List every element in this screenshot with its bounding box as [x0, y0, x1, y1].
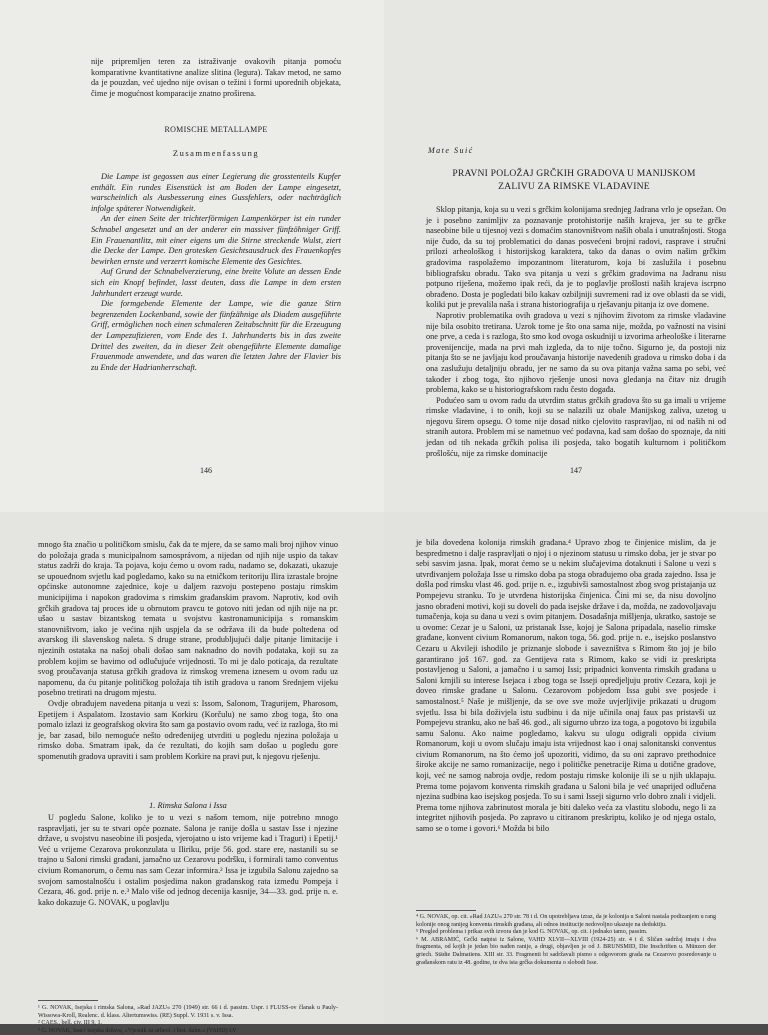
footnote-divider [416, 910, 476, 911]
body-paragraph: mnogo šta značio u političkom smislu, čak da te mjere, da se samo mali broj njihov vinuo do položaja grada s municipalnom samosprávom, a nijedan od njih nije uspio da takav status zadrži do kraja. Ta pojava, koju ćemo u ovom radu, nadamo se, dokazati, ukazuje se upoueđnom svjetlu kad pogledamo, kako su na etničkom teritoriju Ilira izrastale brojne općinske autonomne zajednice, koje u daljem razvoju postepeno postaju rimskim municipijima i napokon gradovima s rimskim građanskim pravom. Naprotiv, kod ovih grčkih gradova taj proces ide u obrnutom pravcu te gotovo niti jedan od njih nije na pr. ušao u sastav bizantskog temata u svojstvu kastronamunicipija s romanskim stanovništvom, iako je većina njih uspjela da se održava ili da bude poltedena od avarskog ili slavenskog naleta. S druge strane, produbljujući dalje pitanje limitacije i njezinih ostataka na našoj obali došao sam naknadno do novih podataka, koji su za problem kojim se bavimo od odlučujuće vrijednosti. To mi je dalo poticaja, da rezultate svog proučavanja statusa grčkih gradova iz rimskog vremena iznesem u ovom radu uz napomenu, da ću pitanje političkog položaja tih istih gradova u ranom Srednjem vijeku posebno tretirati na drugom mjestu. [38, 540, 338, 698]
german-paragraph: Die Lampe ist gegossen aus einer Legierung die grosstenteils Kupfer enthält. Ein rundes Eisenstück ist am Boden der Lampe eingesetzt, warscheinlich als Ausbesserung eines Gussfehlers, oder nachträglich infolge späterer Notwendigkeit. [91, 172, 341, 213]
footnote: ⁴ G. NOVAK, op. cit. »Rad JAZU« 270 str. 78 i d. On upotrebljava izraz, da je kolonija u Saloni nastala podizanjem u rang kolonije onog ranijeg konventa rimskih građana, ali odnos institucije nedovoljno ukazuje na deduktiju. [416, 914, 716, 928]
footnote: ⁵ Pregled problema i prikaz svih izvora dan je kod G. NOVAK, op. cit. i jednako tamo, passim. [416, 929, 648, 936]
page-number: 147 [570, 466, 582, 475]
heading-zusammenfassung: Zusammenfassung [172, 148, 260, 158]
heading-german-title: ROMISCHE METALLAMPE [164, 125, 268, 134]
body-paragraph: Sklop pitanja, koja su u vezi s grčkim kolonijama srednjeg Jadrana vrlo je opsežan. On je i posebno zanimljiv za poznavanje protohistorije naših krajeva, jer su te grčke naseobine bile u tijesnoj vezi s domaćim stanovništvom naših obala i unutrašnjosti. Stoga nije čudo, da su toj problematici do danas posvećeni brojni radovi, rasprave i stručni prilozi arheološkog i historijskog karaktera, tako da danas o ovim našim grčkim gradovima raspolažemo impozantnom literaturom, koja bi zaslužila i posebnu bibliografsku obradu. Tako sva pitanja u vezi s grčkim gradovima na Jadranu nisu potpuno riješena, možemo ipak reći, da je to poglavlje prošlosti naših krajeva iscrpno obrađeno. Dosta je pogledati bilo kakav ozbiljniji suvremeni rad iz ove oblasti da se vidi, koliki put je prevalila naša i strana historiografija u rješavanju pitanja iz ove domene. [426, 205, 726, 310]
footnote: ³ G. NOVAK, Issa i isejska država, »Vjesnik za arheol. i hist. dalm.« (VAHD) LV [38, 1027, 237, 1034]
footnote: ² CAES., bell. civ. III 9, 1. [38, 1020, 103, 1027]
section-heading: 1. Rimska Salona i Issa [149, 801, 227, 810]
footnote-divider [38, 1000, 98, 1001]
page-146 [0, 0, 384, 512]
german-summary [91, 172, 341, 373]
article-title-line: ZALIVU ZA RIMSKE VLADAVINE [498, 180, 650, 192]
author-name: Mate Suić [428, 146, 474, 155]
footnotes [38, 1005, 338, 1035]
body-paragraph: Ovdje obrađujem navedena pitanja u vezi s: Issom, Salonom, Tragurijem, Pharosom, Epetijem i Aspalatom. Izostavio sam Korkiru (Korčulu) ne samo zbog toga, što ona pomalo izlazi iz geografskog okvira što sam ga postavio ovom radu, već iz razloga, što mi je, bar zasad, bilo nemoguće nešto određenijeg utvrditi u pogledu njezina položaja u rimsko doba. Smatram ipak, da će rezultati, do kojih sam došao u pogledu gore spomenutih gradova upraviti i sam problem Korkire na pravi put, k njegovu rješenju. [38, 698, 338, 761]
body-paragraph: Podućeo sam u ovom radu da utvrdim status grčkih gradova što su ga imali u vrijeme rimske vladavine, i to onih, koji su se nalazili uz obale Manijskog zaliva, uzetog u njegovu širem opsegu. O tome nije dosad nitko cjelovito raspravljao, ni od naših ni od stranih autora. Problem mi se nametnuo već podavna, kad sam došao do spoznaje, da niti jedan od tih nekada grčkih polisa ili posjeda, tako bogatih kulturnom i političkom prošlošću, nije za rimske dominacije [426, 395, 726, 458]
body-paragraph: U pogledu Salone, koliko je to u vezi s našom temom, nije potrebno mnogo raspravljati, jer su te stvari opće poznate. Salona je ranije došla u sastav Isse i njezine države, u svojstvu naseobine ili posjeda, vjerojatno u isto vrijeme kad i Traguri) i Epetij.¹ Već u vrijeme Cezarova prokonzulata u Iliriku, prije 56. god. stare ere, nastanili su se trajno u Saloni rimski građani, jamačno uz Cezarovu podršku, i formirali tamo conventus civium Romanorum, o čemu nas sam Cezar informira.² Issa je izgubila Salonu zajedno sa svojom samostalnošću i ostalim posjedima nakon građanskog rata između Pompeja i Cezara, 46. god. prije n. e.³ Malo više od jednog decenija kasnije, 34—33. god. prije n. e. kako dokazuje G. NOVAK, u poglavlju [38, 813, 338, 907]
footnotes [416, 914, 716, 967]
page-147 [384, 0, 768, 512]
article-title-line: PRAVNI POLOŽAJ GRČKIH GRADOVA U MANIJSKOM [452, 168, 696, 179]
article-body [426, 205, 726, 459]
footnote: ¹ G. NOVAK, Isejska i rimska Salona, »Rad JAZU« 270 (1949) str. 66 i d. passim. Uspr. i FLUSS-ov članak u Pauly-Wissowa-Kroll, Realenc. d. klass. Altertumswiss. (RE) Suppl. V. 1931 s. v. Issa. [38, 1005, 338, 1019]
page-number: 146 [200, 466, 212, 475]
body-paragraph: Naprotiv problematika ovih gradova u vezi s njihovim životom za rimske vladavine nije bila osobito tretirana. Uzrok tome je što ona sama nije, možda, po važnosti na visini one prve, a ceda i s razloga, što smo kod ovoga oskudniji u izvorima arheološke i literarne provenijencije, mada na prvi mah izgleda, da to nije točno. Sigurno je, da postoji niz pitanja što se ne javljaju kod proučavanja historije navedenih gradova u rimsko doba i da ona zaslužuju detaljniju obradu, jer ne samo da su ova pitanja važna sama po sebi, već također i zbog toga, što njihovo rješenje unosi nova gledanja na čitav niz drugih problema, kako se u historiografskom radu često događa. [426, 310, 726, 395]
intro-paragraph: nije pripremljen teren za istraživanje ovakovih pitanja pomoću komparativne kvantitativne analize slitina (legura). Takav metod, ne samo da je pouzdan, već ujedno nije ovisan o težini i formi uporednih objekata, čime je mogućnost komparacije znatno proširena. [91, 57, 341, 98]
article-body [38, 540, 338, 762]
page-148 [0, 512, 384, 1034]
german-paragraph: An der einen Seite der trichterförmigen Lampenkörper ist ein runder Schnabel angesetzt und an der anderer ein massiver fünfzöhniger Griff. Ein Frauenantlitz, mit einer eigens um die Stirne streckende Wulst, ziert die Decke der Lampe. Den grotesken Gesichtsausdruck des Frauenkopfes bewirken ernste und verzerrt komische Elemente des Gesichtes. [91, 214, 341, 266]
page-149 [384, 512, 768, 1024]
body-paragraph: je bila dovedena kolonija rimskih građana.⁴ Upravo zbog te činjenice mislim, da je bespredmetno i dalje raspravljati o njoj i o njezinom statusu u rimsko doba, jer je stvar po sebi sasvim jasna. Ipak, morat ćemo se u nekim slučajevima dotaknuti i Salone u vezi s utvrđivanjem položaja Isse u rimsko doba pa stoga obrađujemo oba grada zajedno. Issa je došla pod rimsku vlast 46. god. prije n. e., izgubivši samostalnost zbog svog pristajanja uz Pompejevu stranku. To je utvrđena historijska činjenica. Čini mi se, da nisu dovoljno jasno obrađeni motivi, koji su doveli do pada isejske države i da, možda, ne zadovoljavaju tumačenja, koja su dana u vezi s ovim pitanjem. Dosadašnja mišljenja, ukratko, sastoje se u ovome: Cezar je u Saloni, uz pristanak Isse, kojoj je Salona pripadala, naselio rimske građane, konvent civium Romanorum, nakon toga, 56. god. prije n. e., isejsko poslanstvo Cezaru u Akvileji ishodilo je priznanje slobode i savezništva s Rimom što joj je bilo garantirano još 167. god. za Gentijeva rata s Rimom, kako se vidi iz preskripta postavljenog u Saloni, a jamačno i u samoj Issi; pripadnici konventa rimskih građana u Saloni krnjili su interese Isejaca i zbog toga se Isseji opredjeljuju protiv Cezara, koji je doveo rimske građane u Salonu. Cezarovom pobjedom Issa gubi sve posjede i samostalnost.⁵ Naše je mišljenje, da se ove sve može uvjerljivije prikazati u drugom svjetlu. Issa bi bila doživjela istu sudbinu i da nije učinila onaj faux pas pristavši uz Pompejevu stranku, ako ne baš 46. god., ali sigurno ubrzo iza toga, a pogotovo bi izgubila samu Salonu. Ako naime pogledamo, kakvu su ulogu odigrali oppida civium Romanorum, koji u ovom slučaju imaju ista vrijednost kao i onaj salonitanski conventus civium Romanorum, na što ćemo još upozoriti, vidimo, da su oni zapravo prethodnice široke akcije ne samo romanizacije, nego i političke penetracije Rima u dotične gradove, koji, već ne samog nabroja ovdje, redom postaju rimske kolonije ili se u njih uklapaju. Prema tome pojavom konventa rimskih građana u Saloni bila je već unaprijed odlučena njezina sudbina kao isejskog posjeda. To su i sami Isseji sigurno vrlo dobro znali i vidjeli. Prema tome njihova zabrinutost morala je biti daleko veća za vlastitu slobodu, nego li za integritet njihovih posjeda. Po zapravo u citiranom preskriptu, koliko je od njega ostalo, samo se o tome i govori.⁶ Možda bi bilo [416, 538, 716, 834]
german-paragraph: Die formgebende Elemente der Lampe, wie die ganze Stirn begrenzenden Lockenband, sowie der fünfzähnige als Diadem ausgeführte Griff, ermöglichen noch einen schmaleren Zeitabschnitt für die Erzeugung der Lampezufizieren, vom Ende des 1. Jahrhunderts bis in das zweite Drittel des zweiten, da in dieser Zeit obengeführte Elemente damalige Frauenmode anwendete, und das waren die letzten Jahre der Flavier bis zu Ende der Hadrianherrschaft. [91, 299, 341, 372]
footnote: ⁶ M. ABRAMIĆ, Grčki natpisi iz Salone, VAHD XLVII—XLVIII (1924-25) str. 4 i d. Sličan sadržaj imaju i dva fragmenta, od kojih je jedan bio nađen ranije, a drugi, objavljen je od J. BRUNSMID, Die Inschriften u. Münzen der griech. Städte Dalmatiens. XIII str. 33. Fragmenti bi sadržavali pismo s odgovorom grada na Cezarovo posredovanje u građanskom ratu iz 48. godine, te dva ista grčka dokumenta o slobodi Isse. [416, 936, 716, 966]
article-title [424, 168, 724, 193]
german-paragraph: Auf Grund der Schnabelverzierung, eine breite Volute an dessen Ende sich ein Knopf befindet, lasst deuten, dass die Lampe in dem ersten Jahrhundert erzeugt wurde. [91, 267, 341, 298]
